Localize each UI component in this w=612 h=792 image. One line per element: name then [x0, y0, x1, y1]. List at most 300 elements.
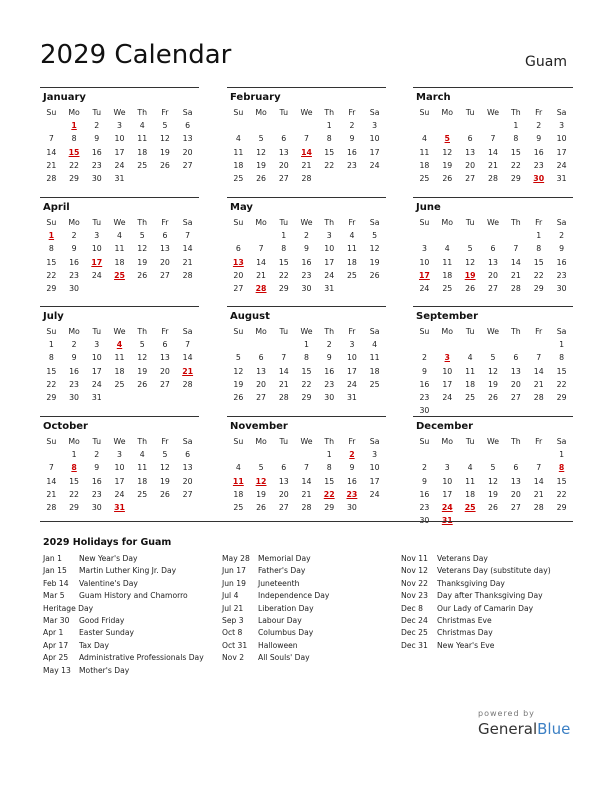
day-cell[interactable]: 9	[349, 463, 355, 473]
day-cell[interactable]: 23	[69, 270, 80, 280]
day-cell[interactable]: 6	[258, 353, 264, 363]
day-cell[interactable]: 7	[536, 463, 542, 473]
day-cell[interactable]: 24	[556, 160, 567, 170]
day-cell[interactable]: 4	[235, 134, 241, 144]
day-cell[interactable]: 2	[559, 231, 565, 241]
day-cell[interactable]: 7	[48, 463, 54, 473]
day-cell[interactable]: 3	[559, 121, 565, 131]
day-cell[interactable]: 12	[233, 366, 244, 376]
day-cell[interactable]: 9	[559, 244, 565, 254]
day-cell[interactable]: 6	[490, 244, 496, 254]
day-cell[interactable]: 29	[301, 392, 312, 402]
day-cell[interactable]: 20	[278, 489, 289, 499]
day-cell[interactable]: 17	[442, 379, 453, 389]
holiday-day-cell[interactable]: 17	[418, 270, 430, 280]
day-cell[interactable]: 21	[533, 379, 544, 389]
day-cell[interactable]: 4	[444, 244, 450, 254]
day-cell[interactable]: 20	[256, 379, 267, 389]
day-cell[interactable]: 24	[369, 160, 380, 170]
day-cell[interactable]: 9	[326, 353, 332, 363]
day-cell[interactable]: 6	[185, 450, 191, 460]
day-cell[interactable]: 6	[281, 134, 287, 144]
day-cell[interactable]: 29	[278, 283, 289, 293]
day-cell[interactable]: 2	[94, 121, 100, 131]
day-cell[interactable]: 13	[256, 366, 267, 376]
day-cell[interactable]: 22	[510, 160, 521, 170]
day-cell[interactable]: 26	[137, 379, 148, 389]
day-cell[interactable]: 3	[349, 340, 355, 350]
day-cell[interactable]: 23	[324, 379, 335, 389]
day-cell[interactable]: 19	[488, 379, 498, 389]
day-cell[interactable]: 9	[421, 476, 427, 486]
day-cell[interactable]: 24	[91, 379, 102, 389]
day-cell[interactable]: 25	[369, 379, 380, 389]
day-cell[interactable]: 8	[71, 134, 77, 144]
day-cell[interactable]: 16	[91, 476, 102, 486]
holiday-day-cell[interactable]: 4	[116, 340, 123, 350]
day-cell[interactable]: 22	[46, 270, 57, 280]
day-cell[interactable]: 12	[465, 257, 476, 267]
day-cell[interactable]: 16	[91, 147, 102, 157]
day-cell[interactable]: 27	[182, 489, 193, 499]
day-cell[interactable]: 19	[159, 476, 170, 486]
day-cell[interactable]: 27	[488, 283, 498, 293]
day-cell[interactable]: 3	[444, 463, 450, 473]
day-cell[interactable]: 5	[162, 121, 168, 131]
day-cell[interactable]: 4	[372, 340, 378, 350]
day-cell[interactable]: 6	[513, 463, 519, 473]
day-cell[interactable]: 10	[114, 463, 125, 473]
day-cell[interactable]: 12	[159, 134, 170, 144]
day-cell[interactable]: 25	[233, 502, 244, 512]
day-cell[interactable]: 23	[419, 502, 430, 512]
day-cell[interactable]: 26	[256, 502, 267, 512]
day-cell[interactable]: 24	[419, 283, 430, 293]
day-cell[interactable]: 5	[162, 450, 168, 460]
day-cell[interactable]: 16	[419, 379, 430, 389]
day-cell[interactable]: 26	[465, 283, 476, 293]
day-cell[interactable]: 24	[114, 489, 125, 499]
day-cell[interactable]: 15	[324, 147, 335, 157]
holiday-day-cell[interactable]: 2	[349, 450, 355, 460]
day-cell[interactable]: 30	[301, 283, 312, 293]
day-cell[interactable]: 17	[369, 476, 380, 486]
day-cell[interactable]: 3	[94, 231, 100, 241]
day-cell[interactable]: 13	[159, 244, 170, 254]
day-cell[interactable]: 12	[137, 353, 148, 363]
day-cell[interactable]: 2	[349, 121, 355, 131]
holiday-day-cell[interactable]: 19	[464, 270, 476, 280]
day-cell[interactable]: 1	[559, 340, 565, 350]
day-cell[interactable]: 21	[256, 270, 267, 280]
day-cell[interactable]: 28	[301, 173, 312, 183]
day-cell[interactable]: 23	[533, 160, 544, 170]
day-cell[interactable]: 10	[442, 476, 453, 486]
day-cell[interactable]: 27	[510, 392, 521, 402]
day-cell[interactable]: 4	[139, 121, 145, 131]
day-cell[interactable]: 18	[442, 270, 453, 280]
day-cell[interactable]: 30	[324, 392, 335, 402]
day-cell[interactable]: 4	[467, 463, 473, 473]
holiday-day-cell[interactable]: 31	[441, 516, 453, 526]
holiday-day-cell[interactable]: 23	[346, 489, 358, 499]
day-cell[interactable]: 19	[233, 379, 244, 389]
day-cell[interactable]: 6	[235, 244, 241, 254]
day-cell[interactable]: 13	[182, 134, 193, 144]
day-cell[interactable]: 19	[256, 489, 267, 499]
day-cell[interactable]: 1	[71, 450, 77, 460]
day-cell[interactable]: 26	[137, 270, 148, 280]
day-cell[interactable]: 12	[256, 147, 267, 157]
day-cell[interactable]: 27	[510, 502, 521, 512]
day-cell[interactable]: 4	[139, 450, 145, 460]
day-cell[interactable]: 18	[419, 160, 430, 170]
day-cell[interactable]: 28	[182, 270, 193, 280]
day-cell[interactable]: 15	[510, 147, 521, 157]
day-cell[interactable]: 5	[467, 244, 473, 254]
day-cell[interactable]: 14	[301, 476, 312, 486]
day-cell[interactable]: 23	[91, 160, 102, 170]
day-cell[interactable]: 4	[467, 353, 473, 363]
day-cell[interactable]: 28	[533, 502, 544, 512]
day-cell[interactable]: 4	[235, 463, 241, 473]
day-cell[interactable]: 26	[159, 489, 170, 499]
day-cell[interactable]: 28	[182, 379, 193, 389]
day-cell[interactable]: 13	[510, 366, 521, 376]
day-cell[interactable]: 22	[556, 379, 567, 389]
day-cell[interactable]: 14	[256, 257, 267, 267]
day-cell[interactable]: 27	[465, 173, 476, 183]
holiday-day-cell[interactable]: 31	[114, 502, 125, 512]
day-cell[interactable]: 9	[71, 244, 77, 254]
day-cell[interactable]: 14	[182, 353, 193, 363]
day-cell[interactable]: 28	[278, 392, 289, 402]
day-cell[interactable]: 25	[465, 392, 476, 402]
day-cell[interactable]: 7	[513, 244, 519, 254]
day-cell[interactable]: 13	[278, 476, 289, 486]
day-cell[interactable]: 8	[536, 244, 542, 254]
day-cell[interactable]: 29	[556, 502, 567, 512]
day-cell[interactable]: 18	[233, 489, 244, 499]
day-cell[interactable]: 14	[182, 244, 193, 254]
holiday-day-cell[interactable]: 25	[464, 502, 476, 512]
day-cell[interactable]: 10	[442, 366, 453, 376]
day-cell[interactable]: 13	[182, 463, 193, 473]
day-cell[interactable]: 7	[490, 134, 496, 144]
day-cell[interactable]: 22	[301, 379, 312, 389]
day-cell[interactable]: 19	[137, 366, 148, 376]
day-cell[interactable]: 4	[349, 231, 355, 241]
day-cell[interactable]: 9	[421, 366, 427, 376]
day-cell[interactable]: 9	[536, 134, 542, 144]
day-cell[interactable]: 29	[46, 392, 57, 402]
day-cell[interactable]: 30	[419, 516, 430, 526]
day-cell[interactable]: 17	[556, 147, 567, 157]
day-cell[interactable]: 26	[488, 392, 498, 402]
day-cell[interactable]: 21	[533, 489, 544, 499]
day-cell[interactable]: 26	[369, 270, 380, 280]
day-cell[interactable]: 30	[91, 173, 102, 183]
day-cell[interactable]: 16	[301, 257, 312, 267]
day-cell[interactable]: 7	[258, 244, 264, 254]
day-cell[interactable]: 11	[465, 476, 476, 486]
day-cell[interactable]: 6	[513, 353, 519, 363]
day-cell[interactable]: 25	[114, 379, 125, 389]
day-cell[interactable]: 11	[233, 147, 244, 157]
day-cell[interactable]: 15	[556, 366, 567, 376]
day-cell[interactable]: 29	[69, 502, 80, 512]
day-cell[interactable]: 24	[369, 489, 380, 499]
day-cell[interactable]: 10	[114, 134, 125, 144]
holiday-day-cell[interactable]: 3	[444, 353, 450, 363]
day-cell[interactable]: 29	[324, 502, 335, 512]
day-cell[interactable]: 21	[278, 379, 289, 389]
day-cell[interactable]: 19	[256, 160, 267, 170]
day-cell[interactable]: 14	[533, 366, 544, 376]
day-cell[interactable]: 1	[326, 121, 332, 131]
day-cell[interactable]: 3	[421, 244, 427, 254]
day-cell[interactable]: 5	[139, 231, 145, 241]
holiday-day-cell[interactable]: 22	[323, 489, 335, 499]
day-cell[interactable]: 29	[46, 283, 57, 293]
day-cell[interactable]: 18	[346, 257, 357, 267]
day-cell[interactable]: 11	[346, 244, 357, 254]
day-cell[interactable]: 18	[137, 147, 148, 157]
day-cell[interactable]: 23	[419, 392, 430, 402]
day-cell[interactable]: 20	[159, 366, 170, 376]
day-cell[interactable]: 9	[71, 353, 77, 363]
day-cell[interactable]: 30	[91, 502, 102, 512]
day-cell[interactable]: 20	[488, 270, 498, 280]
day-cell[interactable]: 7	[185, 231, 191, 241]
holiday-day-cell[interactable]: 17	[91, 257, 103, 267]
day-cell[interactable]: 6	[185, 121, 191, 131]
day-cell[interactable]: 22	[533, 270, 544, 280]
day-cell[interactable]: 28	[46, 502, 57, 512]
day-cell[interactable]: 13	[159, 353, 170, 363]
day-cell[interactable]: 19	[369, 257, 380, 267]
day-cell[interactable]: 18	[465, 489, 476, 499]
day-cell[interactable]: 22	[46, 379, 57, 389]
day-cell[interactable]: 18	[137, 476, 148, 486]
day-cell[interactable]: 15	[46, 366, 57, 376]
day-cell[interactable]: 3	[372, 121, 378, 131]
day-cell[interactable]: 16	[69, 257, 80, 267]
day-cell[interactable]: 4	[421, 134, 427, 144]
day-cell[interactable]: 29	[533, 283, 544, 293]
day-cell[interactable]: 16	[419, 489, 430, 499]
day-cell[interactable]: 13	[488, 257, 498, 267]
day-cell[interactable]: 18	[233, 160, 244, 170]
day-cell[interactable]: 5	[139, 340, 145, 350]
day-cell[interactable]: 28	[301, 502, 312, 512]
day-cell[interactable]: 21	[488, 160, 498, 170]
day-cell[interactable]: 23	[69, 379, 80, 389]
day-cell[interactable]: 23	[346, 160, 357, 170]
day-cell[interactable]: 22	[556, 489, 567, 499]
day-cell[interactable]: 21	[182, 257, 193, 267]
day-cell[interactable]: 9	[349, 134, 355, 144]
holiday-day-cell[interactable]: 13	[232, 257, 244, 267]
day-cell[interactable]: 20	[510, 489, 521, 499]
day-cell[interactable]: 31	[556, 173, 567, 183]
day-cell[interactable]: 23	[556, 270, 567, 280]
day-cell[interactable]: 24	[324, 270, 335, 280]
day-cell[interactable]: 17	[114, 476, 125, 486]
day-cell[interactable]: 2	[421, 463, 427, 473]
day-cell[interactable]: 28	[510, 283, 521, 293]
day-cell[interactable]: 27	[182, 160, 193, 170]
day-cell[interactable]: 19	[488, 489, 498, 499]
day-cell[interactable]: 26	[159, 160, 170, 170]
day-cell[interactable]: 8	[48, 244, 54, 254]
day-cell[interactable]: 25	[137, 160, 148, 170]
day-cell[interactable]: 1	[559, 450, 565, 460]
holiday-day-cell[interactable]: 25	[114, 270, 125, 280]
day-cell[interactable]: 10	[556, 134, 567, 144]
day-cell[interactable]: 31	[114, 173, 125, 183]
day-cell[interactable]: 11	[114, 353, 125, 363]
day-cell[interactable]: 14	[46, 476, 57, 486]
day-cell[interactable]: 15	[278, 257, 289, 267]
holiday-day-cell[interactable]: 28	[255, 283, 267, 293]
day-cell[interactable]: 29	[69, 173, 80, 183]
day-cell[interactable]: 6	[281, 463, 287, 473]
day-cell[interactable]: 11	[369, 353, 380, 363]
day-cell[interactable]: 27	[159, 379, 170, 389]
day-cell[interactable]: 15	[324, 476, 335, 486]
day-cell[interactable]: 2	[326, 340, 332, 350]
day-cell[interactable]: 2	[94, 450, 100, 460]
day-cell[interactable]: 31	[324, 283, 335, 293]
day-cell[interactable]: 22	[278, 270, 289, 280]
day-cell[interactable]: 5	[258, 463, 264, 473]
day-cell[interactable]: 12	[488, 476, 498, 486]
day-cell[interactable]: 19	[137, 257, 148, 267]
holiday-day-cell[interactable]: 24	[441, 502, 453, 512]
day-cell[interactable]: 12	[137, 244, 148, 254]
day-cell[interactable]: 2	[421, 353, 427, 363]
day-cell[interactable]: 20	[182, 476, 193, 486]
day-cell[interactable]: 6	[162, 340, 168, 350]
day-cell[interactable]: 2	[71, 340, 77, 350]
day-cell[interactable]: 25	[137, 489, 148, 499]
day-cell[interactable]: 30	[419, 406, 430, 416]
day-cell[interactable]: 3	[372, 450, 378, 460]
day-cell[interactable]: 10	[346, 353, 357, 363]
day-cell[interactable]: 14	[510, 257, 521, 267]
day-cell[interactable]: 11	[465, 366, 476, 376]
day-cell[interactable]: 10	[91, 244, 102, 254]
day-cell[interactable]: 12	[159, 463, 170, 473]
day-cell[interactable]: 28	[46, 173, 57, 183]
brand-logo[interactable]	[478, 720, 570, 738]
day-cell[interactable]: 8	[48, 353, 54, 363]
day-cell[interactable]: 24	[91, 270, 102, 280]
day-cell[interactable]: 13	[510, 476, 521, 486]
day-cell[interactable]: 17	[442, 489, 453, 499]
day-cell[interactable]: 7	[185, 340, 191, 350]
day-cell[interactable]: 3	[94, 340, 100, 350]
day-cell[interactable]: 1	[281, 231, 287, 241]
day-cell[interactable]: 20	[233, 270, 244, 280]
holiday-day-cell[interactable]: 8	[71, 463, 77, 473]
day-cell[interactable]: 20	[159, 257, 170, 267]
day-cell[interactable]: 24	[114, 160, 125, 170]
holiday-day-cell[interactable]: 1	[71, 121, 77, 131]
day-cell[interactable]: 10	[91, 353, 102, 363]
day-cell[interactable]: 21	[301, 489, 312, 499]
holiday-day-cell[interactable]: 5	[444, 134, 450, 144]
day-cell[interactable]: 10	[419, 257, 430, 267]
day-cell[interactable]: 26	[256, 173, 267, 183]
day-cell[interactable]: 30	[346, 502, 357, 512]
day-cell[interactable]: 29	[510, 173, 521, 183]
day-cell[interactable]: 7	[304, 134, 309, 144]
day-cell[interactable]: 8	[513, 134, 519, 144]
holiday-day-cell[interactable]: 11	[232, 476, 244, 486]
day-cell[interactable]: 25	[233, 173, 244, 183]
day-cell[interactable]: 7	[48, 134, 54, 144]
day-cell[interactable]: 17	[91, 366, 102, 376]
day-cell[interactable]: 1	[326, 450, 332, 460]
day-cell[interactable]: 11	[137, 134, 148, 144]
day-cell[interactable]: 18	[114, 257, 125, 267]
day-cell[interactable]: 26	[488, 502, 498, 512]
day-cell[interactable]: 17	[114, 147, 125, 157]
day-cell[interactable]: 26	[233, 392, 244, 402]
holiday-day-cell[interactable]: 21	[182, 366, 194, 376]
day-cell[interactable]: 10	[369, 134, 380, 144]
day-cell[interactable]: 15	[69, 476, 80, 486]
day-cell[interactable]: 7	[281, 353, 287, 363]
day-cell[interactable]: 8	[559, 353, 565, 363]
day-cell[interactable]: 23	[91, 489, 102, 499]
day-cell[interactable]: 1	[304, 340, 309, 350]
day-cell[interactable]: 27	[278, 502, 289, 512]
day-cell[interactable]: 10	[369, 463, 380, 473]
day-cell[interactable]: 20	[465, 160, 476, 170]
day-cell[interactable]: 25	[346, 270, 357, 280]
day-cell[interactable]: 22	[324, 160, 335, 170]
day-cell[interactable]: 11	[442, 257, 453, 267]
day-cell[interactable]: 11	[137, 463, 148, 473]
day-cell[interactable]: 5	[372, 231, 378, 241]
day-cell[interactable]: 27	[233, 283, 244, 293]
day-cell[interactable]: 20	[510, 379, 521, 389]
day-cell[interactable]: 23	[301, 270, 312, 280]
day-cell[interactable]: 28	[533, 392, 544, 402]
day-cell[interactable]: 16	[69, 366, 80, 376]
day-cell[interactable]: 16	[346, 147, 357, 157]
day-cell[interactable]: 20	[182, 147, 193, 157]
day-cell[interactable]: 11	[114, 244, 125, 254]
holiday-day-cell[interactable]: 30	[533, 173, 545, 183]
day-cell[interactable]: 20	[278, 160, 289, 170]
day-cell[interactable]: 5	[235, 353, 241, 363]
day-cell[interactable]: 21	[46, 489, 57, 499]
day-cell[interactable]: 6	[162, 231, 168, 241]
holiday-day-cell[interactable]: 14	[301, 147, 312, 157]
day-cell[interactable]: 12	[369, 244, 380, 254]
day-cell[interactable]: 2	[304, 231, 309, 241]
day-cell[interactable]: 3	[117, 121, 122, 131]
day-cell[interactable]: 16	[533, 147, 544, 157]
holiday-day-cell[interactable]: 12	[255, 476, 267, 486]
day-cell[interactable]: 14	[278, 366, 289, 376]
day-cell[interactable]: 15	[46, 257, 57, 267]
day-cell[interactable]: 22	[69, 489, 80, 499]
